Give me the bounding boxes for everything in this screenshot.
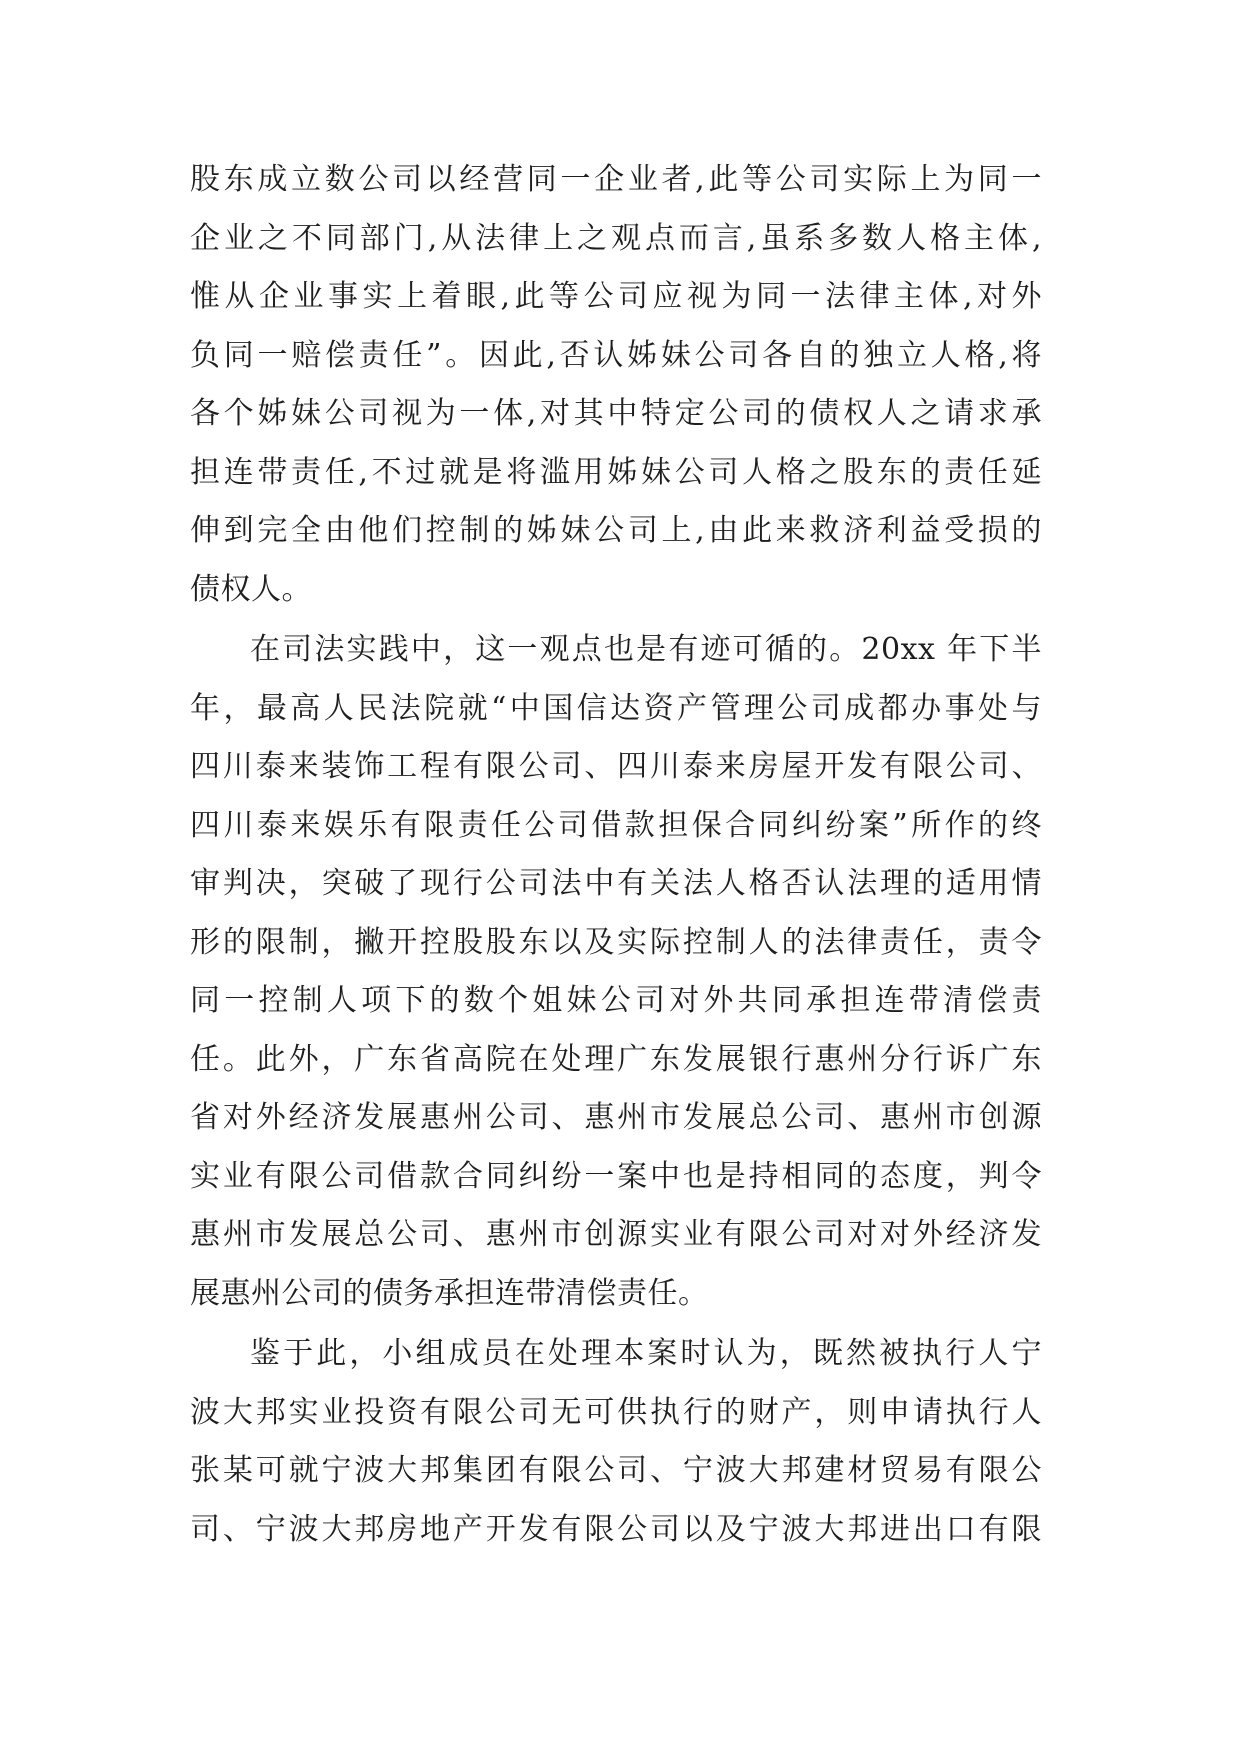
text-line: 任。此外，广东省高院在处理广东发展银行惠州分行诉广东 — [190, 1041, 1042, 1077]
text-line: 各个姊妹公司视为一体,对其中特定公司的债权人之请求承 — [190, 396, 1042, 431]
text-line: 年，最高人民法院就“中国信达资产管理公司成都办事处与 — [190, 690, 1042, 726]
text-line: 波大邦实业投资有限公司无可供执行的财产，则申请执行人 — [190, 1394, 1042, 1430]
text-line: 实业有限公司借款合同纠纷一案中也是持相同的态度，判令 — [190, 1158, 1042, 1194]
paragraph — [190, 1325, 1042, 1559]
paragraph — [190, 621, 1042, 1323]
text-line: 企业之不同部门,从法律上之观点而言,虽系多数人格主体, — [190, 220, 1042, 256]
text-line: 股东成立数公司以经营同一企业者,此等公司实际上为同一 — [190, 162, 1042, 197]
paragraph — [190, 151, 1042, 619]
text-line: 形的限制，撇开控股股东以及实际控制人的法律责任，责令 — [190, 924, 1042, 960]
text-line: 同一控制人项下的数个姐妹公司对外共同承担连带清偿责 — [190, 983, 1042, 1018]
text-line: 司、宁波大邦房地产开发有限公司以及宁波大邦进出口有限 — [190, 1511, 1042, 1547]
text-line: 伸到完全由他们控制的姊妹公司上,由此来救济利益受损的 — [190, 513, 1042, 548]
text-line: 惟从企业事实上着眼,此等公司应视为同一法律主体,对外 — [190, 279, 1042, 314]
text-line: 四川泰来娱乐有限责任公司借款担保合同纠纷案”所作的终 — [190, 807, 1042, 843]
text-line: 债权人。 — [190, 571, 312, 607]
text-line: 张某可就宁波大邦集团有限公司、宁波大邦建材贸易有限公 — [190, 1453, 1042, 1488]
text-line: 在司法实践中，这一观点也是有迹可循的。20xx 年下半 — [250, 632, 1042, 667]
text-line: 担连带责任,不过就是将滥用姊妹公司人格之股东的责任延 — [190, 454, 1042, 490]
text-line: 省对外经济发展惠州公司、惠州市发展总公司、惠州市创源 — [190, 1100, 1042, 1135]
document-body — [190, 151, 1042, 1559]
text-line: 审判决，突破了现行公司法中有关法人格否认法理的适用情 — [190, 866, 1042, 901]
text-line: 展惠州公司的债务承担连带清偿责任。 — [190, 1275, 709, 1311]
text-line: 惠州市发展总公司、惠州市创源实业有限公司对对外经济发 — [190, 1217, 1042, 1252]
text-line: 鉴于此，小组成员在处理本案时认为，既然被执行人宁 — [250, 1336, 1042, 1371]
text-line: 四川泰来装饰工程有限公司、四川泰来房屋开发有限公司、 — [190, 749, 1042, 784]
text-line: 负同一赔偿责任”。因此,否认姊妹公司各自的独立人格,将 — [190, 337, 1042, 373]
